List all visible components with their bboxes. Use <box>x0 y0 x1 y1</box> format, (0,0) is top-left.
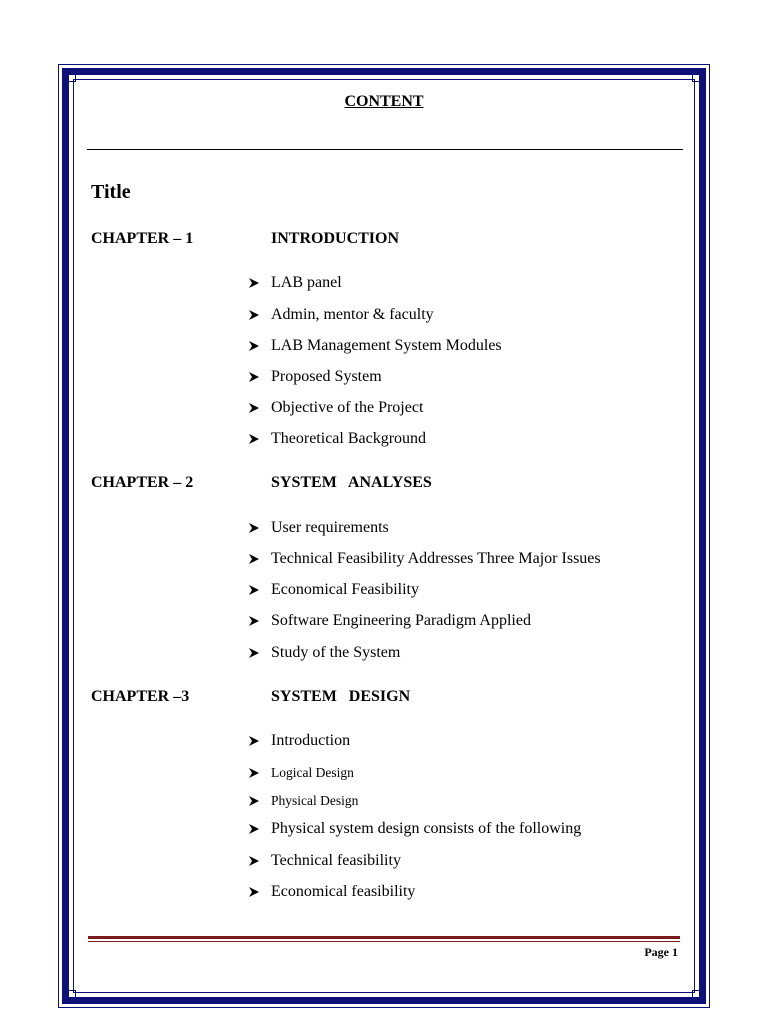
border-corner-bottom-left <box>62 990 76 1004</box>
arrow-bullet-icon <box>248 584 262 596</box>
list-item: Admin, mentor & faculty <box>248 306 434 324</box>
list-item: Study of the System <box>248 644 400 662</box>
arrow-bullet-icon <box>248 522 262 534</box>
arrow-bullet-icon <box>248 277 262 289</box>
arrow-bullet-icon <box>248 371 262 383</box>
arrow-bullet-icon <box>248 340 262 352</box>
border-corner-bottom-right <box>692 990 706 1004</box>
arrow-bullet-icon <box>248 647 262 659</box>
list-item: Physical system design consists of the following <box>248 820 581 838</box>
list-item: User requirements <box>248 519 389 537</box>
list-item: Logical Design <box>248 765 354 781</box>
list-item: LAB panel <box>248 274 342 292</box>
arrow-bullet-icon <box>248 615 262 627</box>
arrow-bullet-icon <box>248 795 262 807</box>
chapter-label: CHAPTER –3 <box>91 688 190 705</box>
chapter-label: CHAPTER – 2 <box>91 474 194 491</box>
arrow-bullet-icon <box>248 433 262 445</box>
arrow-bullet-icon <box>248 767 262 779</box>
arrow-bullet-icon <box>248 855 262 867</box>
page-heading: CONTENT <box>344 93 424 110</box>
list-item: Economical Feasibility <box>248 581 419 599</box>
list-item: Proposed System <box>248 368 382 386</box>
list-item: Technical feasibility <box>248 852 401 870</box>
arrow-bullet-icon <box>248 553 262 565</box>
list-item: Technical Feasibility Addresses Three Major Issues <box>248 550 601 568</box>
arrow-bullet-icon <box>248 309 262 321</box>
list-item: Economical feasibility <box>248 883 415 901</box>
header-divider <box>87 149 683 150</box>
arrow-bullet-icon <box>248 402 262 414</box>
document-title: Title <box>91 181 131 203</box>
list-item: Introduction <box>248 732 350 750</box>
border-corner-top-left <box>62 68 76 82</box>
page-number: Page 1 <box>644 945 678 959</box>
chapter-name: INTRODUCTION <box>271 230 400 247</box>
chapter-label: CHAPTER – 1 <box>91 230 194 247</box>
list-item: Theoretical Background <box>248 430 426 448</box>
chapter-name: SYSTEM ANALYSES <box>271 474 432 491</box>
list-item: LAB Management System Modules <box>248 337 502 355</box>
list-item: Physical Design <box>248 793 358 809</box>
arrow-bullet-icon <box>248 886 262 898</box>
footer-divider-thick <box>88 936 680 939</box>
footer-divider-thin <box>88 941 680 942</box>
chapter-name: SYSTEM DESIGN <box>271 688 411 705</box>
border-corner-top-right <box>692 68 706 82</box>
arrow-bullet-icon <box>248 823 262 835</box>
arrow-bullet-icon <box>248 735 262 747</box>
list-item: Objective of the Project <box>248 399 423 417</box>
list-item: Software Engineering Paradigm Applied <box>248 612 531 630</box>
